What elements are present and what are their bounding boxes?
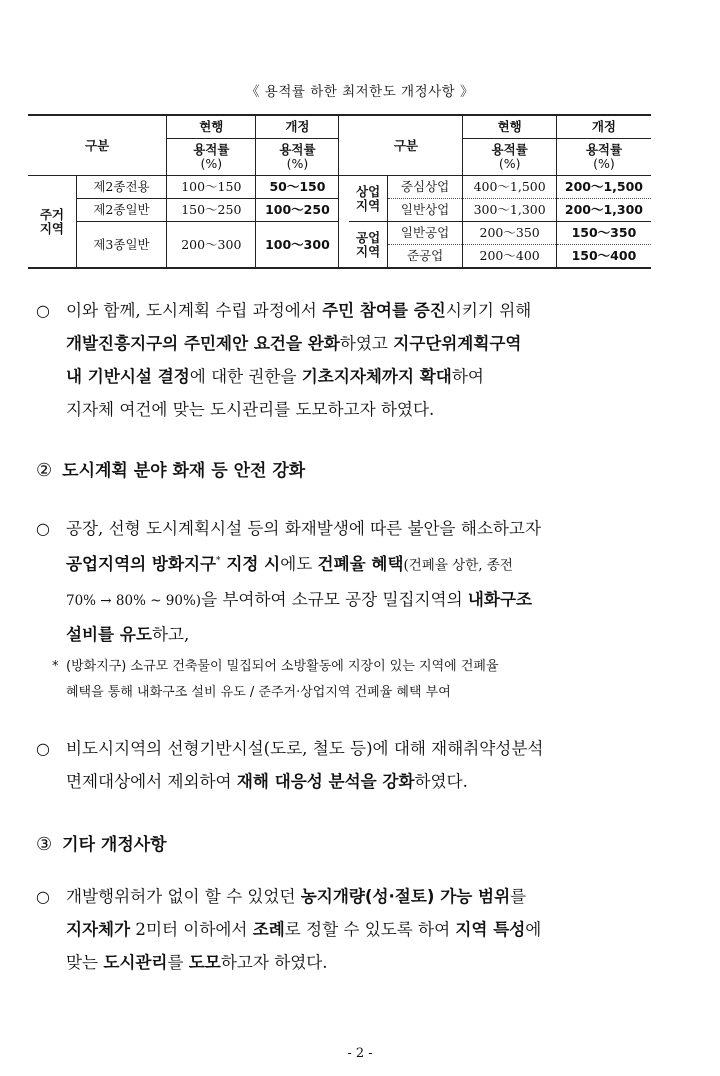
footnote-fire-district: * (방화지구) 소규모 건축물이 밀집되어 소방활동에 지장이 있는 지역에 건폐율 혜택을 통해 내화구조 설비 유도 / 준주거·상업지역 건폐율 혜택 부여 — [52, 659, 499, 700]
revised-value: 50～150 — [256, 176, 339, 199]
current-value: 300～1,300 — [463, 199, 557, 222]
revised-value: 100～250 — [256, 199, 339, 222]
group-residential: 주거 지역 — [28, 176, 76, 269]
bullet: ○ — [36, 887, 50, 906]
bullet: ○ — [36, 301, 50, 320]
header-revised-left: 개정 — [256, 115, 339, 139]
zone-cell: 제2종전용 — [76, 176, 166, 199]
current-value: 200～300 — [167, 222, 256, 269]
current-value: 400～1,500 — [463, 176, 557, 199]
header-revised-right: 개정 — [556, 115, 651, 139]
revised-value: 200～1,300 — [556, 199, 651, 222]
revised-value: 200～1,500 — [556, 176, 651, 199]
zone-cell: 중심상업 — [387, 176, 463, 199]
page-number: - 2 - — [347, 1046, 373, 1061]
paragraph-farmland-improvement: ○ 개발행위허가 없이 할 수 있었던 농지개량(성·절토) 가능 범위를 지자체가 2미터 이하에서 조례로 정할 수 있도록 하여 지역 특성에 맞는 도시관리를 도모하고자 하였다. — [36, 880, 676, 979]
header-far-current-left: 용적률 (%) — [167, 139, 256, 176]
far-revision-table — [28, 114, 651, 269]
bullet: ○ — [36, 519, 50, 538]
zone-cell: 일반공업 — [387, 222, 463, 245]
header-far-revised-left: 용적률 (%) — [256, 139, 339, 176]
section-heading-fire-safety: ② 도시계획 분야 화재 등 안전 강화 — [36, 460, 306, 481]
section-heading-other-revisions: ③ 기타 개정사항 — [36, 834, 167, 855]
current-value: 200～350 — [463, 222, 557, 245]
header-current-left: 현행 — [167, 115, 256, 139]
paragraph-disaster-analysis: ○ 비도시지역의 선형기반시설(도로, 철도 등)에 대해 재해취약성분석 면제대상에서 제외하여 재해 대응성 분석을 강화하였다. — [36, 732, 676, 798]
zone-cell: 제3종일반 — [76, 222, 166, 269]
revised-value: 100～300 — [256, 222, 339, 269]
bullet: ○ — [36, 739, 50, 758]
zone-cell: 제2종일반 — [76, 199, 166, 222]
header-category-left: 구분 — [28, 115, 167, 176]
header-category-right: 구분 — [349, 115, 462, 176]
zone-cell: 준공업 — [387, 245, 463, 269]
header-far-current-right: 용적률 (%) — [463, 139, 557, 176]
zone-cell: 일반상업 — [387, 199, 463, 222]
current-value: 100～150 — [167, 176, 256, 199]
group-commercial: 상업 지역 — [349, 176, 387, 222]
paragraph-resident-participation: ○ 이와 함께, 도시계획 수립 과정에서 주민 참여를 증진시키기 위해 개발진흥지구의 주민제안 요건을 완화하였고 지구단위계획구역 내 기반시설 결정에 대한 권한을 기초지자체까지 확대하여 지자체 여건에 맞는 도시관리를 도모하고자 하였다. — [36, 294, 676, 426]
header-current-right: 현행 — [463, 115, 557, 139]
paragraph-fire-district: ○ 공장, 선형 도시계획시설 등의 화재발생에 따른 불안을 해소하고자 공업지역의 방화지구* 지정 시에도 건폐율 혜택(건폐율 상한, 종전 70% → 80% ~ 90%)을 부여하여 소규모 공장 밀집지역의 내화구조 설비를 유도하고, — [36, 512, 676, 651]
current-value: 200～400 — [463, 245, 557, 269]
revised-value: 150～350 — [556, 222, 651, 245]
current-value: 150～250 — [167, 199, 256, 222]
table-caption: 《 용적률 하한 최저한도 개정사항 》 — [246, 84, 474, 100]
revised-value: 150～400 — [556, 245, 651, 269]
group-industrial: 공업 지역 — [349, 222, 387, 269]
header-far-revised-right: 용적률 (%) — [556, 139, 651, 176]
